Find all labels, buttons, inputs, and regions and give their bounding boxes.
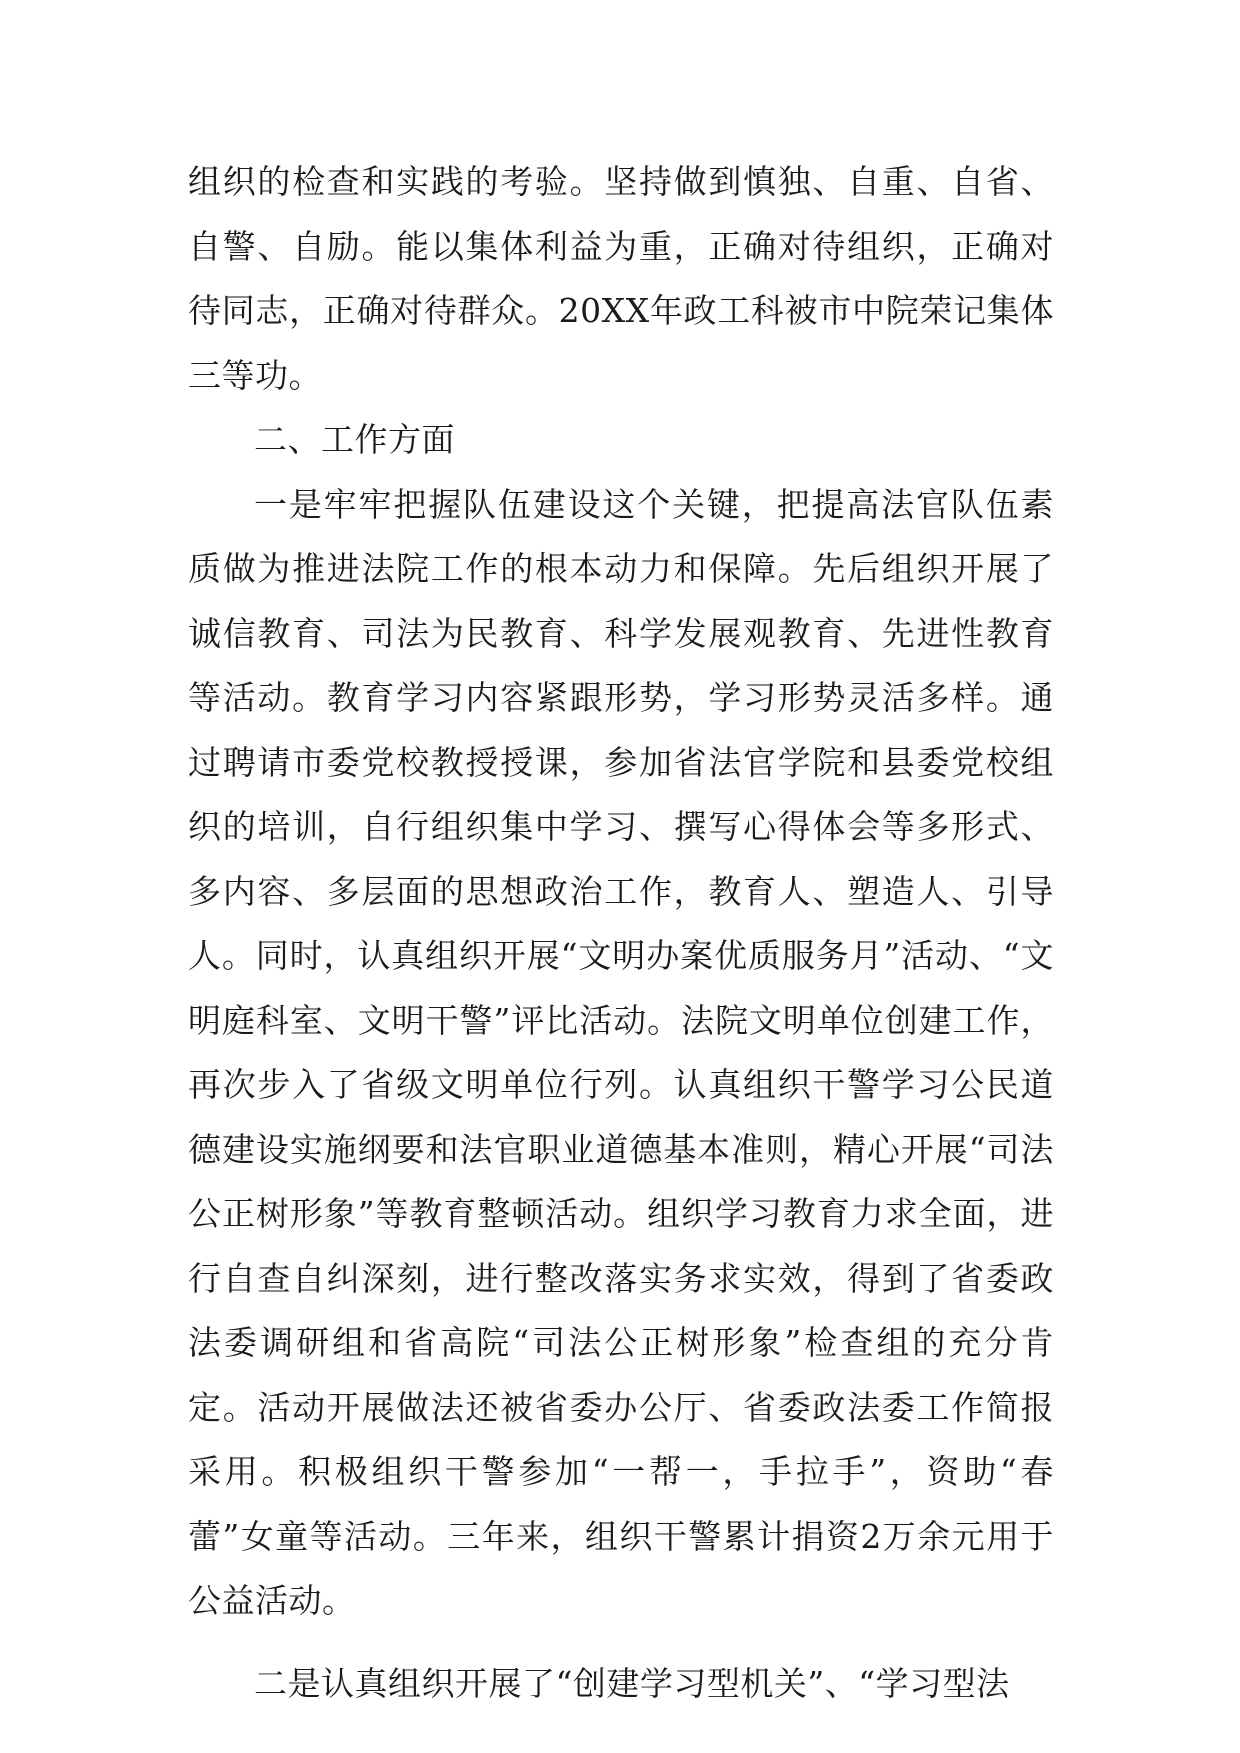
body-text (188, 150, 1054, 1716)
paragraph-team-building: 一是牢牢把握队伍建设这个关键，把提高法官队伍素质做为推进法院工作的根本动力和保障。先后组织开展了诚信教育、司法为民教育、科学发展观教育、先进性教育等活动。教育学习内容紧跟形势，学习形势灵活多样。通过聘请市委党校教授授课，参加省法官学院和县委党校组织的培训，自行组织集中学习、撰写心得体会等多形式、多内容、多层面的思想政治工作，教育人、塑造人、引导人。同时，认真组织开展“文明办案优质服务月”活动、“文明庭科室、文明干警”评比活动。法院文明单位创建工作，再次步入了省级文明单位行列。认真组织干警学习公民道德建设实施纲要和法官职业道德基本准则，精心开展“司法公正树形象”等教育整顿活动。组织学习教育力求全面，进行自查自纠深刻，进行整改落实务求实效，得到了省委政法委调研组和省高院“司法公正树形象”检查组的充分肯定。活动开展做法还被省委办公厅、省委政法委工作简报采用。积极组织干警参加“一帮一，手拉手”，资助“春蕾”女童等活动。三年来，组织干警累计捐资2万余元用于公益活动。 (188, 484, 1054, 1620)
section-heading: 二、工作方面 (254, 420, 455, 459)
paragraph-continuation: 组织的检查和实践的考验。坚持做到慎独、自重、自省、自警、自励。能以集体利益为重，正确对待组织，正确对待同志，正确对待群众。20XX年政工科被市中院荣记集体三等功。 (188, 162, 1054, 395)
paragraph-learning-organization: 二是认真组织开展了“创建学习型机关”、“学习型法 (254, 1663, 1010, 1703)
